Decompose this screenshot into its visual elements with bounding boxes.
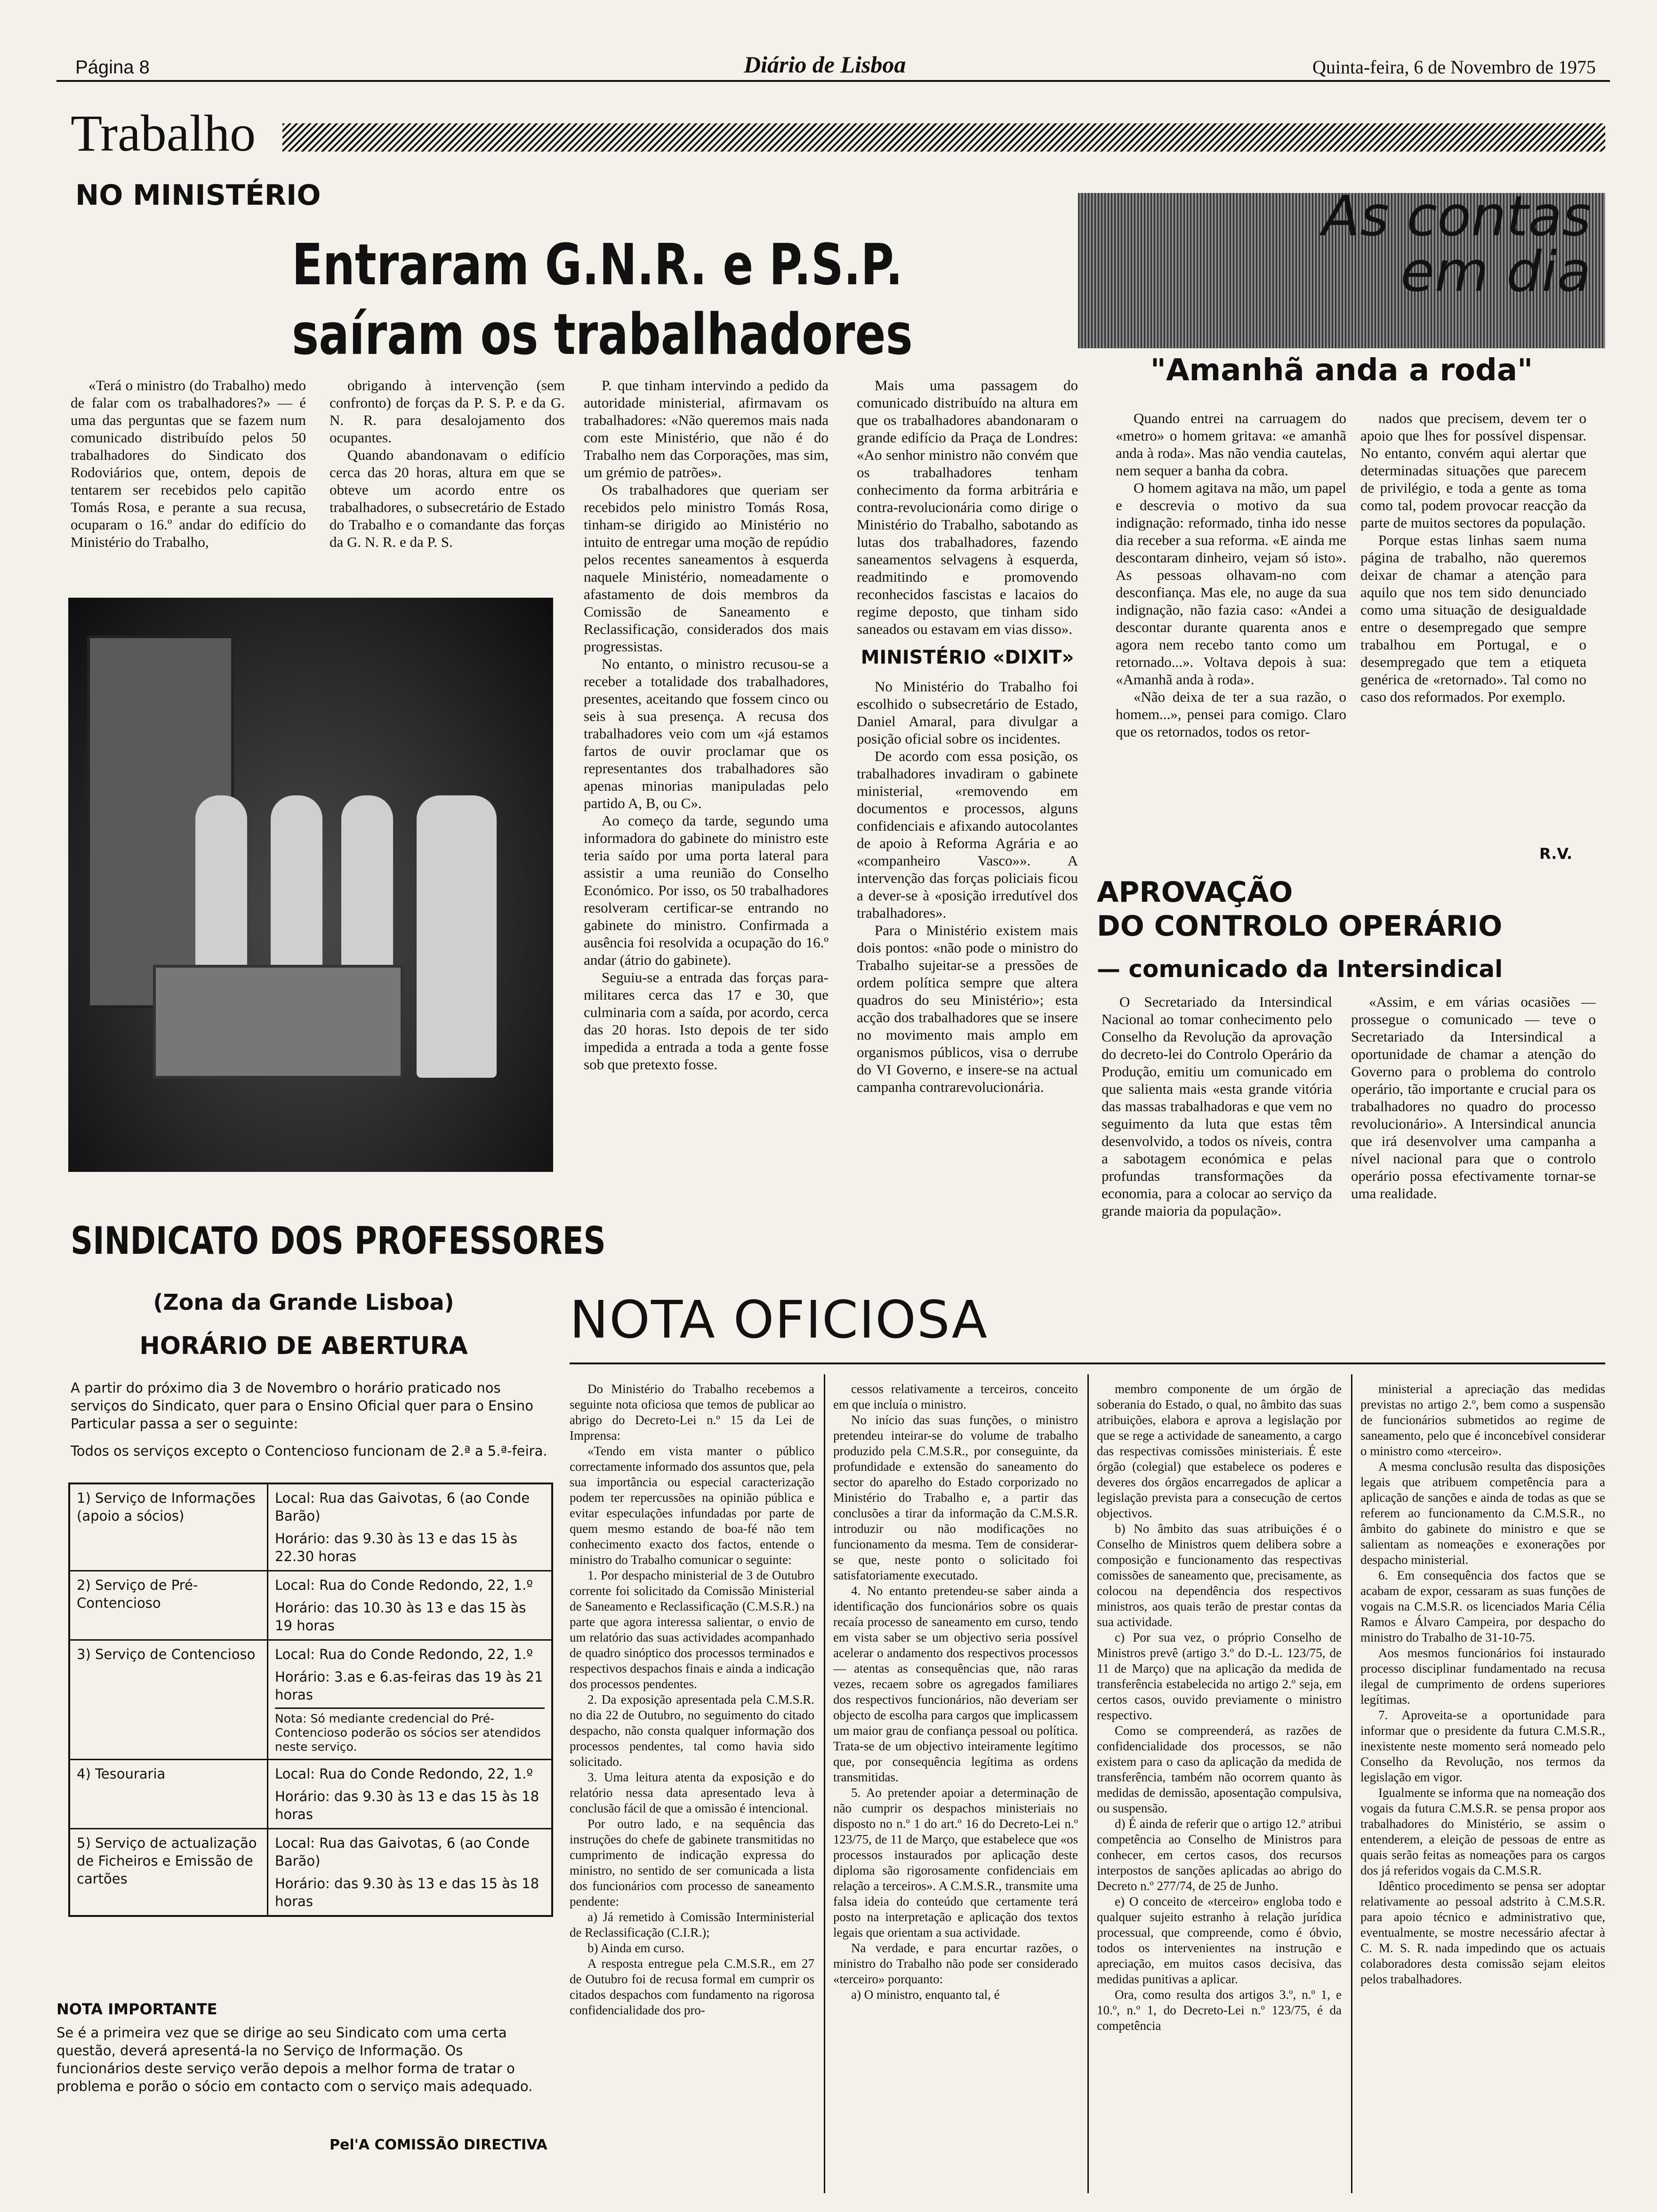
service-hours: Horário: das 9.30 às 13 e das 15 às 18 horas [275,1875,539,1909]
paragraph: 6. Em consequência dos factos que se acabam de expor, cessaram as suas funções de vogais na C.M.S.R. os licenciados Maria Célia Ramos e Álvaro Campeira, por despacho do ministro do Trabalho de 31-10-75. [1360,1568,1605,1644]
service-details [268,1571,553,1640]
sindicato-intro-text-2: Todos os serviços excepto o Contencioso funcionam de 2.ª a 5.ª-feira. [71,1443,547,1459]
sindicato-title: SINDICATO DOS PROFESSORES [71,1219,606,1263]
service-name: 4) Tesouraria [69,1760,268,1829]
service-details [268,1829,553,1916]
service-place: Local: Rua das Gaivotas, 6 (ao Conde Barão) [275,1490,530,1524]
service-note: Nota: Só mediante credencial do Pré-Contencioso poderão os sócios ser atendidos neste serviço. [275,1707,545,1754]
paragraph: Ora, como resulta dos artigos 3.º, n.º 1, e 10.º, n.º 1, do Decreto-Lei n.º 123/75, é da competência [1097,1988,1342,2033]
paragraph: «Assim, e em várias ocasiões — prossegue o comunicado — teve o Secretariado da Intersindical a oportunidade de chamar a atenção do Governo para o problema do controlo operário, tão importante e crucial para os trabalhadores no quadro do processo revolucionário». A Intersindical anuncia que irá desenvolver uma campanha a nível nacional para que o controlo operário possa efectivamente tornar-se uma realidade. [1351,994,1596,1202]
service-hours: Horário: das 10.30 às 13 e das 15 às 19 horas [275,1600,526,1634]
paragraph: P. que tinham intervindo a pedido da autoridade ministerial, afirmavam os trabalhadores: «Não queremos mais nada com este Ministério, que não é do Trabalho nem das Corporações, mas sim, um grémio de patrões». [584,377,828,481]
service-hours: Horário: das 9.30 às 13 e das 15 às 18 horas [275,1788,539,1822]
paragraph: Quando entrei na carruagem do «metro» o homem gritava: «e amanhã anda à roda». Mas não vendia cautelas, nem sequer a banha da cobra. [1116,410,1346,479]
service-name: 2) Serviço de Pré-Contencioso [69,1571,268,1640]
lead-column-2 [330,377,565,593]
paragraph: b) Ainda em curso. [587,1941,684,1955]
paragraph: nados que precisem, devem ter o apoio que lhes for possível dispensar. No entanto, convém aqui alertar que determinadas situações que parecem de privilégio, e toda a gente as toma como tal, podem provocar reacção da parte de muitos sectores da população. [1360,410,1586,531]
service-place: Local: Rua do Conde Redondo, 22, 1.º [275,1577,533,1593]
sindicato-intro [71,1379,551,1460]
paragraph: Idêntico procedimento se pensa ser adoptar relativamente ao pessoal adstrito à C.M.S.R. para apoio técnico e administrativo que, eventualmente, se mostre necessário afectar à C. M. S. R. nada impedindo que os actuais colaboradores desta comissão sejam eleitos pelos trabalhadores. [1360,1879,1605,1986]
column-divider [1087,1374,1089,2193]
paragraph: Como se compreenderá, as razões de confidencialidade dos processos, se não existem para o caso da aplicação da medida de transferência, também não ocorrem quanto às medidas de demissão, aposentação compulsiva, ou suspensão. [1097,1723,1342,1815]
paragraph: Para o Ministério existem mais dois pontos: «não pode o ministro do Trabalho sujeitar-se a pressões de ordem política sempre que altera quadros do seu Ministério»; esta acção dos trabalhadores que se insere no movimento mais amplo em organismos públicos, visa o derrube do VI Governo, e insere-se na actual campanha contrarevolucionária. [857,922,1078,1095]
sindicato-heading: HORÁRIO DE ABERTURA [139,1332,468,1360]
service-name: 3) Serviço de Contencioso [69,1640,268,1760]
photo-desk [153,965,403,1079]
horario-table [68,1483,553,1917]
lead-column-4-part-b [857,678,1078,1096]
service-hours: Horário: 3.as e 6.as-feiras das 19 às 21 horas [275,1669,543,1703]
lead-column-4-part-a [857,377,1078,638]
aprovacao-subtitle: — comunicado da Intersindical [1097,955,1503,983]
service-details [268,1483,553,1571]
sindicato-zone: (Zona da Grande Lisboa) [153,1290,454,1315]
horario-row [69,1640,552,1760]
paragraph: 5. Ao pretender apoiar a determinação de não cumprir os despachos ministeriais no disposto no n.º 1 do art.º 16 do Decreto-Lei n.º 123/75, de 11 de Março, que estabelece que «os processos instaurados por aplicação deste diploma são rigorosamente confidenciais em relação a terceiros». A C.M.S.R., transmite uma falsa ideia do conteúdo que certamente terá posto na interpretação e aplicação dos textos legais que orientam a sua actividade. [833,1786,1078,1940]
news-photo [68,598,553,1172]
paragraph: d) É ainda de referir que o artigo 12.º atribui competência ao Conselho de Ministros para conhecer, em certos casos, dos recursos interpostos de sanções aplicadas ao abrigo do Decreto n.º 277/74, de 25 de Junho. [1097,1817,1342,1893]
service-place: Local: Rua do Conde Redondo, 22, 1.º [275,1766,533,1782]
paragraph: Ao começo da tarde, segundo uma informadora do gabinete do ministro este teria saído por uma porta lateral para assistir a uma reunião do Conselho Económico. Por isso, os 50 trabalhadores resolveram certificar-se entrando no gabinete do ministro. Confirmada a ausência foi resolvida a ocupação do 16.º andar (átrio do gabinete). [584,812,828,968]
newspaper-name: Diário de Lisboa [744,51,906,78]
service-name: 1) Serviço de Informações (apoio a sócios) [69,1483,268,1571]
paragraph: «Terá o ministro (do Trabalho) medo de falar com os trabalhadores?» — é uma das perguntas que se fazem num comunicado distribuído pelos 50 trabalhadores do Sindicato dos Rodoviários que, ontem, depois de tentarem ser recebidos pelo capitão Tomás Rosa, e perante a sua recusa, ocuparam o 16.º andar do edifício do Ministério do Trabalho, [71,377,306,550]
column-divider [824,1374,825,2193]
lead-subheading: MINISTÉRIO «DIXIT» [861,647,1074,668]
contas-banner: As contas em dia [1322,184,1591,304]
paragraph: Mais uma passagem do comunicado distribuído na altura em que os trabalhadores abandonaram o grande edifício da Praça de Londres: «Ao senhor ministro não convém que os trabalhadores tenham conhecimento da forma arbitrária e contra-revolucionária como dirige o Ministério do Trabalho, sabotando as lutas dos trabalhadores, fazendo saneamentos selvagens à esquerda, readmitindo e promovendo reconhecidos fascistas e lacaios do regime deposto, que tinham sido saneados ou estavam em vias disso». [857,377,1078,637]
paragraph: b) No âmbito das suas atribuições é o Conselho de Ministros quem delibera sobre a composição e funcionamento das respectivas comissões de saneamento que, precisamente, as colocou na dependência dos respectivos ministros, aos quais terão de prestar contas da sua actividade. [1097,1522,1342,1629]
horario-row [69,1829,552,1916]
section-hatch-rule [282,123,1605,152]
service-name: 5) Serviço de actualização de Ficheiros e Emissão de cartões [69,1829,268,1916]
aprovacao-column-1 [1102,993,1332,1271]
service-place: Local: Rua das Gaivotas, 6 (ao Conde Barão) [275,1835,530,1869]
service-details [268,1760,553,1829]
contas-signature: R.V. [1539,845,1573,863]
page-number: Página 8 [75,57,150,78]
lead-column-3 [584,377,828,1247]
paragraph: a) O ministro, enquanto tal, é [851,1988,1000,2002]
paragraph: «Não deixa de ter a sua razão, o homem...», pensei para comigo. Claro que os retornados, todos os retor- [1116,689,1346,740]
paragraph: 1. Por despacho ministerial de 3 de Outubro corrente foi solicitado da Comissão Ministerial de Saneamento e Reclassificação (C.M.S.R.) na parte que agora interessa salientar, o envio de um relatório das suas actividades acompanhado de quadro sinóptico dos processos terminados e respectivos despachos finais e ainda a indicação dos processos pendentes. [570,1568,814,1691]
paragraph: O Secretariado da Intersindical Nacional ao tomar conhecimento pelo Conselho da Revolução da aprovação do decreto-lei do Controlo Operário da Produção, emitiu um comunicado em que salienta mais «esta grande vitória das massas trabalhadoras e que vem no seguimento da luta que estas têm desenvolvido, a todos os níveis, contra a sabotagem económica e pelas profundas transformações da economia, para a colocar ao serviço da grande maioria da população». [1102,994,1332,1219]
paragraph: 7. Aproveita-se a oportunidade para informar que o presidente da futura C.M.S.R., inexistente neste momento será nomeado pelo Conselho da Revolução, nos termos da legislação em vigor. [1360,1708,1605,1784]
issue-date: Quinta-feira, 6 de Novembro de 1975 [1312,56,1596,78]
paragraph: A resposta entregue pela C.M.S.R., em 27 de Outubro foi de recusa formal em cumprir os citados despachos com fundamento na rigorosa confidencialidade dos pro- [570,1956,814,2017]
paragraph: Quando abandonavam o edifício cerca das 20 horas, altura em que se obteve um acordo entre os trabalhadores, o subsecretário de Estado do Trabalho e o comandante das forças da G. N. R. e da P. S. [330,447,565,550]
sindicato-signature: Pel'A COMISSÃO DIRECTIVA [330,2137,547,2153]
paragraph: 4. No entanto pretendeu-se saber ainda a identificação dos funcionários sobre os quais recaía processo de saneamento em curso, tendo em vista saber se um objectivo seria possível acelerar o andamento dos respectivos processos — atentas as consequências que, não raras vezes, recaem sobre os agregados familiares dos respectivos funcionários, não deveriam ser objecto de escolha para cargos que implicassem um maior grau de confiança pessoal ou política. Trata-se de um objectivo inteiramente legítimo que, por consequência legítima as ordens transmitidas. [833,1584,1078,1784]
paragraph: Do Ministério do Trabalho recebemos a seguinte nota oficiosa que temos de publicar ao abrigo do Decreto-Lei n.º 15 da Lei de Imprensa: [570,1382,814,1443]
aprovacao-column-2 [1351,993,1596,1271]
contas-title: "Amanhã anda a roda" [1150,353,1533,388]
paragraph: De acordo com essa posição, os trabalhadores invadiram o gabinete ministerial, «removendo em documentos e processos, alguns confidenciais e afixando autocolantes de apoio à Reforma Agrária e ao «companheiro Vasco»». A intervenção das forças policiais ficou a dever-se à «posição irredutível dos trabalhadores». [857,748,1078,921]
paragraph: membro componente de um órgão de soberania do Estado, o qual, no âmbito das suas atribuições, elabora e aprova a legislação por que se rege a actividade de saneamento, a cargo das respectivas comissões ministeriais. É este órgão (colegial) que estabelece os poderes e deveres dos órgãos encarregados de aplicar a legislação prevista para a consecução de certos objectivos. [1097,1382,1342,1520]
nota-column-2 [833,1381,1078,2191]
horario-row [69,1571,552,1640]
paragraph: Igualmente se informa que na nomeação dos vogais da futura C.M.S.R. se pensa propor aos trabalhadores do Ministério, se assim o entenderem, a eleição de pessoas de entre as quais serão feitas as nomeações para os cargos dos já referidos vogais da C.M.S.R. [1360,1786,1605,1877]
service-hours: Horário: das 9.30 às 13 e das 15 às 22.30 horas [275,1531,518,1564]
paragraph: A mesma conclusão resulta das disposições legais que atribuem competência para a aplicação de sanções e ainda de todas as que se referem ao funcionamento da C.M.S.R., no âmbito do gabinete do ministro e que se salientam as nomeações e exonerações por despacho ministerial. [1360,1459,1605,1567]
nota-oficiosa-title: NOTA OFICIOSA [570,1290,988,1350]
nota-importante-text: Se é a primeira vez que se dirige ao seu Sindicato com uma certa questão, deverá apresentá-la no Serviço de Informação. Os funcionários deste serviço verão depois a melhor forma de tratar o problema e porão o sócio em contacto com o serviço mais adequado. [56,2025,533,2094]
paragraph: Por outro lado, e na sequência das instruções do chefe de gabinete transmitidas no cumprimento de indicação expressa do ministro, no sentido de ser comunicada a lista dos funcionários com processo de saneamento pendente: [570,1817,814,1908]
aprovacao-title: APROVAÇÃO DO CONTROLO OPERÁRIO [1097,876,1503,943]
paragraph: Na verdade, e para encurtar razões, o ministro do Trabalho não pode ser considerado «terceiro» porquanto: [833,1941,1078,1986]
paragraph: ministerial a apreciação das medidas previstas no artigo 2.º, bem como a suspensão de funcionários submetidos ao regime de saneamento, pelo que é inconcebível considerar o ministro como «terceiro». [1360,1382,1605,1458]
article-kicker: NO MINISTÉRIO [75,179,321,212]
paragraph: «Tendo em vista manter o público correctamente informado dos assuntos que, pela sua importância ou especial caracterização podem ter repercussões na opinião pública e evitar especulações infundadas por parte de quem mesmo estando de boa-fé não tem conhecimento exacto dos factos, entende o ministro do Trabalho comunicar o seguinte: [570,1444,814,1567]
paragraph: 2. Da exposição apresentada pela C.M.S.R. no dia 22 de Outubro, no seguimento do citado despacho, não consta qualquer informação dos processos pendentes, tal como havia sido solicitado. [570,1692,814,1769]
contas-column-2 [1360,409,1586,842]
paragraph: e) O conceito de «terceiro» engloba todo e qualquer sujeito estranho à relação jurídica processual, que compreende, como é óbvio, todos os intervenientes na instrução e apreciação, em muitos casos decisiva, das medidas punitivas a aplicar. [1097,1894,1342,1986]
paragraph: No Ministério do Trabalho foi escolhido o subsecretário de Estado, Daniel Amaral, para divulgar a posição oficial sobre os incidentes. [857,678,1078,747]
paragraph: O homem agitava na mão, um papel e descrevia o motivo da sua indignação: reformado, tinha ido nesse dia receber a sua reforma. «E ainda me descontaram dinheiro, vejam só isto». As pessoas olhavam-no com desconfiança. Mas ele, no auge da sua indignação, não fazia caso: «Andei a descontar durante quarenta anos e agora nem recebo tanto como um retornado...». Voltava depois à sua: «Amanhã anda à roda». [1116,480,1346,688]
lead-column-4 [857,377,1078,1247]
paragraph: Os trabalhadores que queriam ser recebidos pelo ministro Tomás Rosa, tinham-se dirigido ao Ministério no intuito de entregar uma moção de repúdio pelos recentes saneamentos à esquerda naquele Ministério, nomeadamente o afastamento de dois membros da Comissão de Saneamento e Reclassificação, considerados dos mais progressistas. [584,481,828,655]
nota-column-4 [1360,1381,1605,2191]
paragraph: obrigando à intervenção (sem confronto) de forças da P. S. P. e da G. N. R. para desalojamento dos ocupantes. [330,377,565,446]
section-title: Trabalho [71,104,256,162]
sindicato-intro-text: A partir do próximo dia 3 de Novembro o horário praticado nos serviços do Sindicato, quer para o Ensino Oficial quer para o Ensino Particular passa a ser o seguinte: [71,1380,534,1432]
contas-column-1 [1116,409,1346,842]
masthead [56,47,1610,82]
service-details [268,1640,553,1760]
paragraph: cessos relativamente a terceiros, conceito em que incluía o ministro. [833,1382,1078,1411]
horario-row [69,1483,552,1571]
paragraph: 3. Uma leitura atenta da exposição e do relatório nessa data apresentado leva à conclusão fácil de que a omissão é intencional. [570,1770,814,1815]
lead-column-1 [71,377,306,593]
nota-oficiosa-rule [570,1362,1605,1364]
paragraph: No entanto, o ministro recusou-se a receber a totalidade dos trabalhadores, presentes, aceitando que fossem cinco ou seis à sua presença. A recusa dos trabalhadores veio com um «já estamos fartos de ouvir proclamar que os representantes dos trabalhadores são apenas minorias manipuladas pelo partido A, B, ou C». [584,656,828,811]
article-headline: Entraram G.N.R. e P.S.P. saíram os trabalhadores [292,232,913,368]
paragraph: Porque estas linhas saem numa página de trabalho, não queremos deixar de chamar a atenção para aquilo que nos tem sido denunciado como uma situação de desigualdade entre o desempregado que sempre trabalhou em Portugal, e o desempregado que tem a etiqueta genérica de «retornado». Tal como no caso dos reformados. Por exemplo. [1360,532,1586,705]
paragraph: Seguiu-se a entrada das forças para-militares cerca das 17 e 30, que culminaria com a saída, por acordo, cerca das 20 horas. Isto depois de ter sido impedida a entrada a toda a gente fosse sob que pretexto fosse. [584,969,828,1073]
nota-column-3 [1097,1381,1342,2191]
paragraph: c) Por sua vez, o próprio Conselho de Ministros prevê (artigo 3.º do D.-L. 123/75, de 11 de Março) que na aplicação da medida de transferência estabelecida no artigo 2.º seja, em certos casos, ouvido previamente o ministro respectivo. [1097,1630,1342,1722]
nota-importante-title: NOTA IMPORTANTE [56,2000,217,2018]
horario-row [69,1760,552,1829]
nota-column-1 [570,1381,814,2191]
column-divider [1351,1374,1352,2193]
paragraph: Aos mesmos funcionários foi instaurado processo disciplinar fundamentado na recusa ilegal de cumprimento de ordens superiores legítimas. [1360,1646,1605,1707]
photo-officer [417,795,497,1078]
service-place: Local: Rua do Conde Redondo, 22, 1.º [275,1646,533,1662]
paragraph: No início das suas funções, o ministro pretendeu inteirar-se do volume de trabalho produzido pela C.M.S.R., por conseguinte, da profundidade e extensão do saneamento do sector do aparelho do Estado corporizado no Ministério do Trabalho e, a partir das conclusões a tirar da informação da C.M.S.R. introduzir ou não modificações no funcionamento da mesma. Tem de considerar-se que, neste ponto o solicitado foi satisfatoriamente executado. [833,1413,1078,1582]
paragraph: a) Já remetido à Comissão Interministerial de Reclassificação (C.I.R.); [570,1910,814,1940]
